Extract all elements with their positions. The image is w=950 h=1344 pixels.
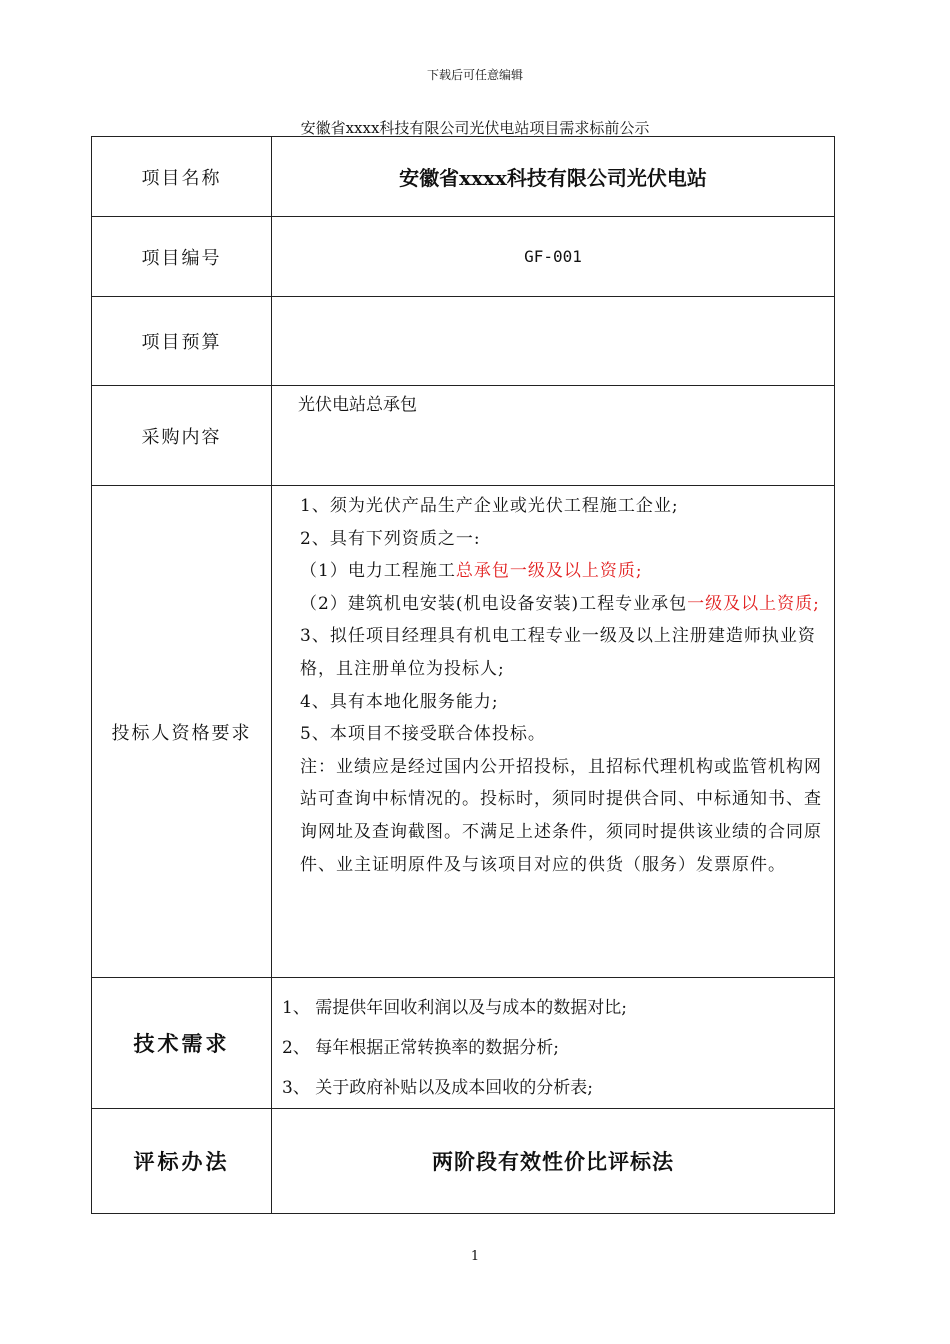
req-line-6: 4、具有本地化服务能力;	[300, 691, 499, 712]
label-procurement-content: 采购内容	[92, 386, 272, 486]
tech-item-2: 2、 每年根据正常转换率的数据分析;	[282, 1038, 559, 1058]
qualification-requirements	[272, 486, 835, 978]
requirements-table	[91, 136, 835, 1214]
label-project-number: 项目编号	[92, 217, 272, 297]
req-line-4-text: （2）建筑机电安装(机电设备安装)工程专业承包	[300, 593, 688, 614]
label-bidder-qualification: 投标人资格要求	[92, 486, 272, 978]
req-line-4	[282, 588, 824, 621]
value-project-number: GF-001	[272, 217, 835, 297]
row-project-budget	[92, 297, 835, 386]
document-title: 安徽省xxxx科技有限公司光伏电站项目需求标前公示	[300, 119, 650, 137]
label-project-name: 项目名称	[92, 137, 272, 217]
row-technical-requirements	[92, 978, 835, 1109]
row-bidder-qualification	[92, 486, 835, 978]
label-project-budget: 项目预算	[92, 297, 272, 386]
req-line-7: 5、本项目不接受联合体投标。	[300, 724, 546, 745]
req-line-4-highlight: 一级及以上资质;	[687, 593, 820, 614]
label-technical-requirements: 技术需求	[92, 978, 272, 1109]
label-evaluation-method: 评标办法	[92, 1109, 272, 1214]
row-project-number	[92, 217, 835, 297]
row-procurement-content	[92, 386, 835, 486]
value-evaluation-method: 两阶段有效性价比评标法	[272, 1109, 835, 1214]
req-line-3-text: （1）电力工程施工	[300, 561, 456, 582]
tech-item-3: 3、 关于政府补贴以及成本回收的分析表;	[282, 1078, 593, 1098]
page-number: 1	[470, 1249, 480, 1264]
value-procurement-content: 光伏电站总承包	[272, 386, 835, 486]
value-project-budget	[272, 297, 835, 386]
req-line-1: 1、须为光伏产品生产企业或光伏工程施工企业;	[300, 496, 679, 516]
tech-item-1: 1、 需提供年回收利润以及与成本的数据对比;	[282, 998, 627, 1018]
req-line-3-highlight: 总承包一级及以上资质;	[455, 561, 643, 582]
req-line-2: 2、具有下列资质之一:	[300, 528, 481, 549]
row-evaluation-method	[92, 1109, 835, 1214]
req-line-3	[282, 555, 824, 588]
req-note: 注：业绩应是经过国内公开招投标，且招标代理机构或监管机构网站可查询中标情况的。投标时，须同时提供合同、中标通知书、查询网址及查询截图。不满足上述条件，须同时提供该业绩的合同原件、业主证明原件及与该项目对应的供货（服务）发票原件。	[300, 756, 822, 875]
req-line-5: 3、拟任项目经理具有机电工程专业一级及以上注册建造师执业资格，且注册单位为投标人;	[300, 626, 816, 679]
row-project-name	[92, 137, 835, 217]
value-project-name: 安徽省xxxx科技有限公司光伏电站	[272, 137, 835, 217]
technical-requirements	[272, 978, 835, 1109]
download-note: 下载后可任意编辑	[426, 68, 523, 82]
